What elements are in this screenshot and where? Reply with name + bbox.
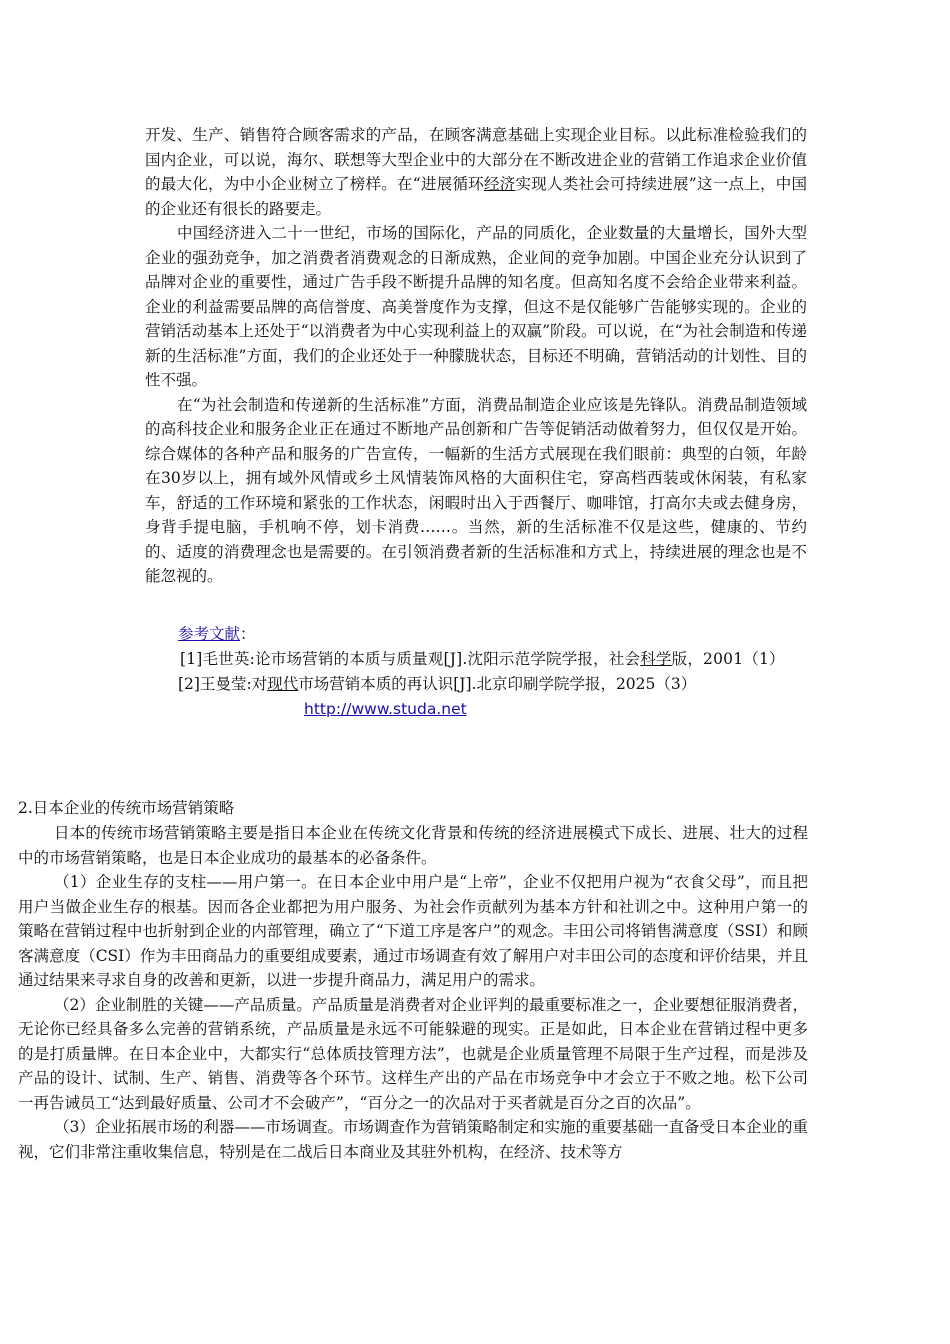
- economy-link[interactable]: 经济: [483, 175, 516, 193]
- modern-link[interactable]: 现代: [267, 675, 299, 693]
- source-url-link[interactable]: http://www.studa.net: [304, 700, 467, 718]
- references: [145, 622, 815, 722]
- reference-2-text-b: 市场营销本质的再认识[J].北京印刷学院学报，2025（3）: [298, 675, 697, 693]
- science-link[interactable]: 科学: [640, 650, 672, 668]
- source-url-row: [145, 697, 815, 722]
- article-section-2: [18, 796, 808, 1164]
- article-section-1: [145, 123, 807, 589]
- reference-1-text-a: [1]毛世英:论市场营销的本质与质量观[J].沈阳示范学院学报，社会: [180, 650, 641, 668]
- paragraph-1: [145, 123, 807, 221]
- references-title: [145, 622, 815, 647]
- references-link[interactable]: 参考文献: [178, 625, 241, 643]
- paragraph-1-text-a: 开发、生产、销售符合顾客需求的产品，在顾客满意基础上实现企业目标。以此标准检验我们的国内企业，可以说，海尔、联想等大型企业中的大部分在不断改进企业的营销工作追求企业价值的最大化，为中小企业树立了榜样。在“进展循环: [145, 126, 807, 193]
- reference-1-text-b: 版，2001（1）: [671, 650, 785, 668]
- reference-2: [145, 672, 815, 697]
- strategy-item-2: （2）企业制胜的关键——产品质量。产品质量是消费者对企业评判的最重要标准之一，企业要想征服消费者，无论你已经具备多么完善的营销系统，产品质量是永远不可能躲避的现实。正是如此，日本企业在营销过程中更多的是打质量牌。在日本企业中，大都实行“总体质技管理方法”，也就是企业质量管理不局限于生产过程，而是涉及产品的设计、试制、生产、销售、消费等各个环节。这样生产出的产品在市场竞争中才会立于不败之地。松下公司一再告诫员工“达到最好质量、公司才不会破产”，“百分之一的次品对于买者就是百分之百的次品”。: [18, 995, 808, 1112]
- reference-1: [145, 647, 815, 672]
- section-intro: 日本的传统市场营销策略主要是指日本企业在传统文化背景和传统的经济进展模式下成长、进展、壮大的过程中的市场营销策略，也是日本企业成功的最基本的必备条件。: [18, 824, 808, 867]
- strategy-item-3: （3）企业拓展市场的利器——市场调查。市场调查作为营销策略制定和实施的重要基础一直备受日本企业的重视，它们非常注重收集信息，特别是在二战后日本商业及其驻外机构，在经济、技术等方: [18, 1118, 808, 1161]
- paragraph-2: 中国经济进入二十一世纪，市场的国际化，产品的同质化，企业数量的大量增长，国外大型企业的强劲竞争，加之消费者消费观念的日渐成熟，企业间的竞争加剧。中国企业充分认识到了品牌对企业的重要性，通过广告手段不断提升品牌的知名度。但高知名度不会给企业带来利益。企业的利益需要品牌的高信誉度、高美誉度作为支撑，但这不是仅能够广告能够实现的。企业的营销活动基本上还处于“以消费者为中心实现利益上的双赢”阶段。可以说，在“为社会制造和传递新的生活标准”方面，我们的企业还处于一种朦胧状态，目标还不明确，营销活动的计划性、目的性不强。: [145, 224, 807, 389]
- reference-2-text-a: [2]王曼莹:对: [178, 675, 268, 693]
- paragraph-1-text-b: 实现人类社会可持续进展”这一点上，中国的企业还有很长的路要走。: [145, 175, 807, 218]
- strategy-item-1: （1）企业生存的支柱——用户第一。在日本企业中用户是“上帝”，企业不仅把用户视为“衣食父母”，而且把用户当做企业生存的根基。因而各企业都把为用户服务、为社会作贡献列为基本方针和社训之中。这种用户第一的策略在营销过程中也折射到企业的内部管理，确立了“下道工序是客户”的观念。丰田公司将销售满意度（SSI）和顾客满意度（CSI）作为丰田商品力的重要组成要素，通过市场调查有效了解用户对丰田公司的态度和评价结果，并且通过结果来寻求自身的改善和更新，以进一步提升商品力，满足用户的需求。: [18, 873, 808, 989]
- references-title-colon: ：: [240, 625, 256, 643]
- section-heading: 2.日本企业的传统市场营销策略: [18, 799, 235, 817]
- paragraph-3: 在“为社会制造和传递新的生活标准”方面，消费品制造企业应该是先锋队。消费品制造领域的高科技企业和服务企业正在通过不断地产品创新和广告等促销活动做着努力，但仅仅是开始。综合媒体的各种产品和服务的广告宣传，一幅新的生活方式展现在我们眼前：典型的白领，年龄在30岁以上，拥有域外风情或乡土风情装饰风格的大面积住宅，穿高档西装或休闲装，有私家车，舒适的工作环境和紧张的工作状态，闲暇时出入于西餐厅、咖啡馆，打高尔夫或去健身房，身背手提电脑，手机响不停，划卡消费……。当然，新的生活标准不仅是这些，健康的、节约的、适度的消费理念也是需要的。在引领消费者新的生活标准和方式上，持续进展的理念也是不能忽视的。: [145, 395, 807, 585]
